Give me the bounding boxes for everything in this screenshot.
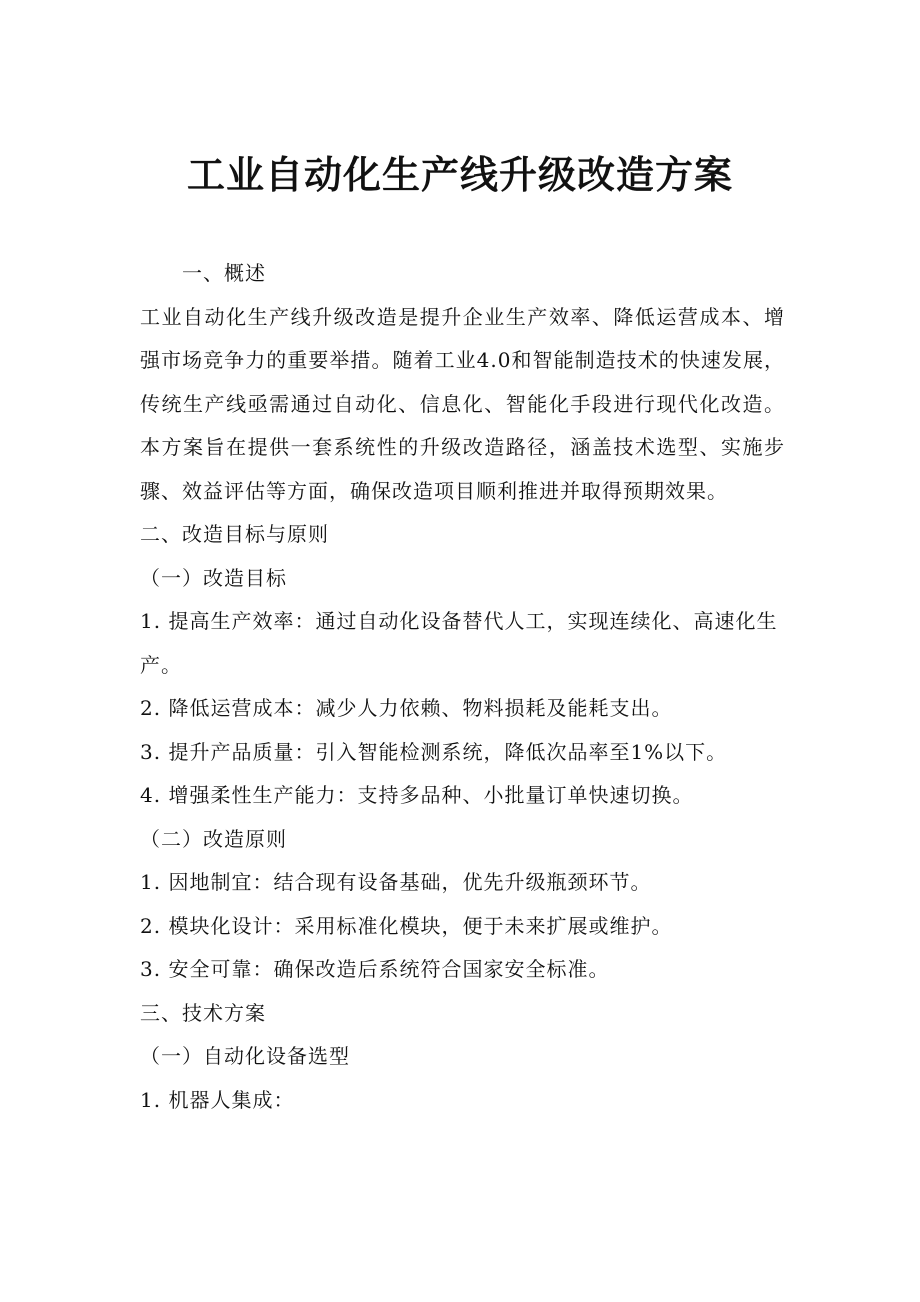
overview-paragraph: 工业自动化生产线升级改造是提升企业生产效率、降低运营成本、增强市场竞争力的重要举措。随着工业4.0和智能制造技术的快速发展，传统生产线亟需通过自动化、信息化、智能化手段进行现代化改造。本方案旨在提供一套系统性的升级改造路径，涵盖技术选型、实施步骤、效益评估等方面，确保改造项目顺利推进并取得预期效果。 xyxy=(140,304,785,503)
goal-item-3: 3. 提升产品质量：引入智能检测系统，降低次品率至1%以下。 xyxy=(140,739,728,764)
section-heading-overview: 一、概述 xyxy=(182,261,266,285)
document-body xyxy=(140,252,785,1122)
goal-item-4: 4. 增强柔性生产能力：支持多品种、小批量订单快速切换。 xyxy=(140,783,694,807)
subheading-principles: （二）改造原则 xyxy=(140,826,287,851)
section-heading-technical-plan: 三、技术方案 xyxy=(140,1000,266,1025)
subheading-goals: （一）改造目标 xyxy=(140,565,287,590)
goal-item-1: 1. 提高生产效率：通过自动化设备替代人工，实现连续化、高速化生产。 xyxy=(140,609,778,677)
equipment-item-1: 1. 机器人集成： xyxy=(140,1087,295,1112)
principle-item-1: 1. 因地制宜：结合现有设备基础，优先升级瓶颈环节。 xyxy=(140,870,652,894)
section-heading-goals-principles: 二、改造目标与原则 xyxy=(140,522,329,546)
subheading-equipment-selection: （一）自动化设备选型 xyxy=(140,1044,350,1068)
principle-item-2: 2. 模块化设计：采用标准化模块，便于未来扩展或维护。 xyxy=(140,913,673,938)
document-title: 工业自动化生产线升级改造方案 xyxy=(186,153,733,197)
goal-item-2: 2. 降低运营成本：减少人力依赖、物料损耗及能耗支出。 xyxy=(140,696,673,720)
principle-item-3: 3. 安全可靠：确保改造后系统符合国家安全标准。 xyxy=(140,957,610,981)
